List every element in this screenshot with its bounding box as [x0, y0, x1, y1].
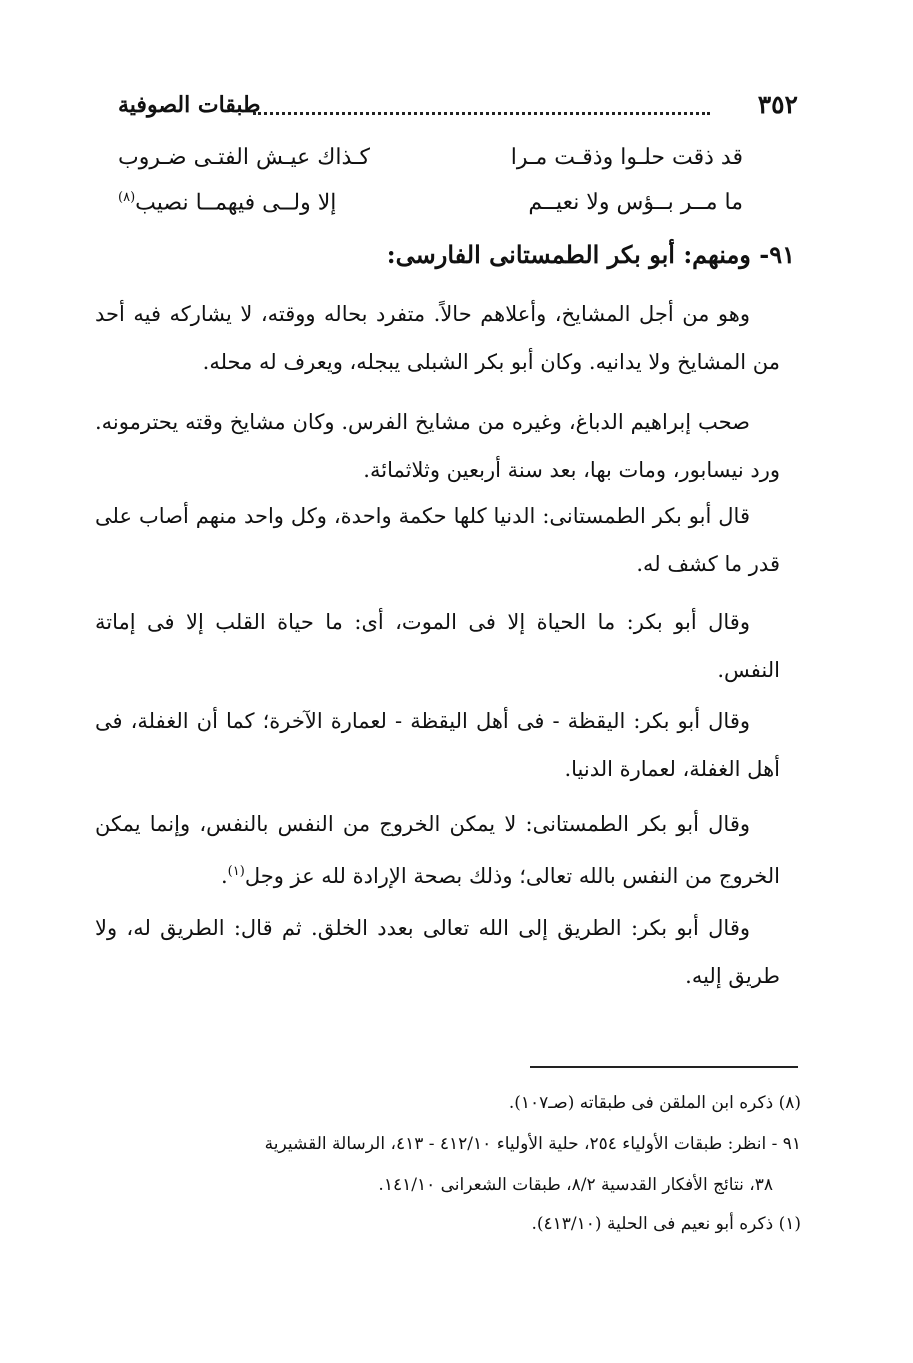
paragraph-text: وقال أبو بكر: الطريق إلى الله تعالى بعدد الخلق. ثم قال: الطريق له، ولا طريق إليه.: [95, 916, 780, 988]
paragraph: وقال أبو بكر الطمستانى: لا يمكن الخروج من النفس بالنفس، وإنما يمكن الخروج من النفس بالله تعالى؛ وذلك بصحة الإرادة لله عز وجل$^{(١)}$.: [95, 812, 780, 888]
paragraph: [95, 398, 780, 494]
paragraph: [95, 697, 780, 793]
paragraph-text: وقال أبو بكر: اليقظة - فى أهل اليقظة - لعمارة الآخرة؛ كما أن الغفلة، فى أهل الغفلة، لعمارة الدنيا.: [95, 709, 780, 781]
page-number: ٣٥٢: [757, 90, 798, 119]
header-dotted-leader: [253, 112, 710, 115]
footnote: (١) ذكره أبو نعيم فى الحلية (٤١٣/١٠).: [531, 1214, 801, 1234]
paragraph-text: صحب إبراهيم الدباغ، وغيره من مشايخ الفرس. وكان مشايخ وقته يحترمونه. ورد نيسابور، ومات بها، بعد سنة أربعين وثلاثمائة.: [95, 410, 780, 482]
paragraph-text: وهو من أجل المشايخ، وأعلاهم حالاً. متفرد بحاله ووقته، لا يشاركه فيه أحد من المشايخ ولا يدانيه. وكان أبو بكر الشبلى يبجله، ويعرف له محله.: [95, 302, 780, 374]
footnote: ٩١ - انظر: طبقات الأولياء ٢٥٤، حلية الأولياء ٤١٢/١٠ - ٤١٣، الرسالة القشيرية: [264, 1134, 801, 1154]
verse-hemistich: قد ذقت حلـوا وذقـت مـرا: [510, 145, 743, 170]
paragraph: [95, 598, 780, 694]
section-heading: ٩١- ومنهم: أبو بكر الطمستانى الفارسى:: [386, 240, 795, 269]
footnote-ref: (١): [227, 864, 245, 879]
paragraph-text: قال أبو بكر الطمستانى: الدنيا كلها حكمة واحدة، وكل واحد منهم أصاب على قدر ما كشف له.: [95, 504, 780, 576]
verse-hemistich: ما مــر بــؤس ولا نعيــم: [528, 190, 743, 215]
paragraph-text: وقال أبو بكر الطمستانى: لا يمكن الخروج من النفس بالنفس، وإنما يمكن الخروج من النفس بالله تعالى؛ وذلك بصحة الإرادة لله عز وجل: [95, 812, 780, 888]
footnote-separator: [530, 1066, 798, 1068]
paragraph: [95, 290, 780, 386]
paragraph: [95, 904, 780, 1000]
poem-verse: [118, 190, 743, 230]
poem-verse: [118, 145, 743, 185]
running-title: طبقات الصوفية: [118, 92, 261, 118]
footnote: ٣٨، نتائج الأفكار القدسية ٨/٢، طبقات الشعرانى ١٤١/١٠.: [378, 1175, 773, 1195]
paragraph-text: وقال أبو بكر: ما الحياة إلا فى الموت، أى: ما حياة القلب إلا فى إماتة النفس.: [95, 610, 780, 682]
footnote-ref: (٨): [118, 190, 136, 205]
verse-hemistich-text: إلا ولــى فيهمــا نصيب: [135, 190, 337, 216]
footnote: (٨) ذكره ابن الملقن فى طبقاته (صـ١٠٧).: [508, 1093, 801, 1113]
verse-hemistich: [118, 190, 336, 215]
page-header: [118, 88, 798, 132]
paragraph: [95, 492, 780, 588]
verse-hemistich: كـذاك عيـش الفتـى ضـروب: [118, 145, 370, 170]
